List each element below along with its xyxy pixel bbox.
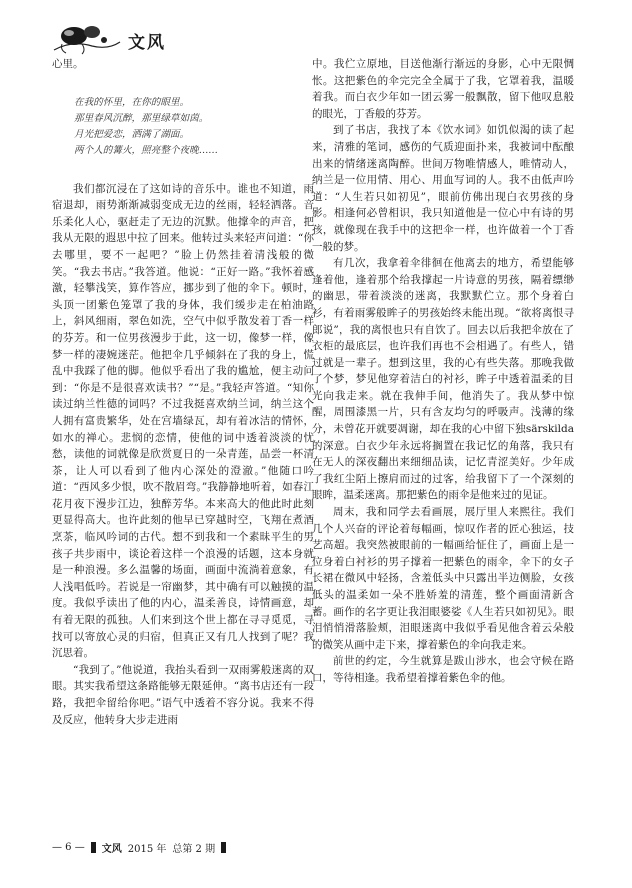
footer-mark: [91, 842, 96, 853]
poem-line: 两个人的篝火，照亮整个夜晚……: [74, 144, 218, 156]
body-paragraph: 到了书店，我找了本《饮水词》如饥似渴的读了起来，清雅的笔词，感伤的气质迎面扑来，我被词中酝酿出来的情绪迷离陶醉。世间万物唯情感人，唯情动人，纳兰是一位用情、用心、用血写词的人。我不由低声吟道：“人生若只如初见”，眼前仿佛出现白衣男孩的身影。相逢何必曾相识，我只知道他是一位心中有诗的男孩，就像现在我手中的这把伞一样，也许做着一个丁香一般的梦。: [312, 124, 574, 253]
page-header: [52, 14, 252, 60]
body-paragraph: 我们都沉浸在了这如诗的音乐中。谁也不知道，雨宿退却，雨势渐渐减弱变成无边的丝雨，轻轻洒落。音乐柔化人心，驱赶走了无边的沉默。他撑伞的声音，把我从无限的遐思中拉了回来。他转过头来轻声问道：“你去哪里，要不一起吧？”脸上仍然挂着清浅般的微笑。“我去书店。”我答道。他说：“正好一路。”我怀着感激，轻攀浅笑，算作答应，挪步到了他的伞下。顿时，头顶一团紫色笼罩了我的身体，我们缓步走在柏油路上，斜风细雨，翠色如洗，空气中似乎散发着丁香一样的芬芳。和一位男孩漫步于此，这一切，像梦一样，像梦一样的凄婉迷茫。他把伞几乎倾斜在了我的身上，慌乱中我踩了他的脚。他似乎看出了我的尴尬，便主动问到：“你是不是很喜欢读书？”“是。”我轻声答道。“知你读过纳兰性德的词吗？不过我挺喜欢纳兰词，纳兰这个人拥有富贵繁华，处在宫墙绿瓦，却有着冰洁的情怀，如水的禅心。悲悯的恋情，使他的词中透着淡淡的忧愁，读他的词就像是欣赏夏日的一朵青莲，品尝一杯清茶，让人可以看到了他内心深处的澄澈。”他随口吟道：“西风多少恨，吹不散眉弯。”我静静地听着，如春江花月夜下漫步江边，独醉芳华。本来高大的他此时此刻更显得高大。也许此刻的他早已穿越时空，飞翔在煮酒烹茶，临风吟词的古代。想不到我和一个素昧平生的男孩子共步雨中，谈论着这样一个浪漫的话题，这本身就是一种浪漫。多么温馨的场面，画面中流淌着意象，有人浅唱低吟。若说是一帘幽梦，其中确有可以触摸的温度。我似乎读出了他的内心，温柔善良，诗情画意，却有着无限的孤独。人们来到这个世上都在寻寻觅觅，寻找可以寄放心灵的归宿，但真正又有几人找到了呢？我沉思着。: [52, 182, 314, 660]
lead-text: 心里。: [52, 58, 84, 70]
right-column: [312, 56, 574, 687]
page-number: — 6 —: [52, 842, 85, 853]
body-paragraph: 有几次，我拿着伞徘徊在他离去的地方，希望能够逢着他，逢着那个给我撑起一片诗意的男孩，隔着缥缈的幽思，带着淡淡的迷离，我默默伫立。那个身着白衫，有着雨雾般眸子的男孩始终未能出现。“欲将离恨寻郎说”，我的离恨也只有自饮了。回去以后我把伞放在了衣柜的最底层，也许我们再也不会相遇了。有些人，错过就是一辈子。想到这里，我的心有些失落。那晚我做了个梦，梦见他穿着洁白的衬衫，眸子中透着温柔的目光向我走来。就在我伸手间，他消失了。我从梦中惊醒，周围漆黑一片，只有含友均匀的呼吸声。浅薄的缘分，未曾花开就要凋谢，却在我的心中留下独särskilda的深意。白衣少年永远将搁置在我记忆的角落，我只有在无人的深夜翻出来细细品读，记忆青涩美好。少年成了我红尘陌上擦肩而过的过客，给我留下了一个深刻的眼眸，温柔迷离。那把紫色的雨伞是他来过的见证。: [312, 257, 574, 502]
poem-line: 那里春风沉醉，那里绿草如茵。: [74, 112, 209, 124]
body-paragraph: 中。我伫立原地，目送他渐行渐远的身影，心中无限惆怅。这把紫色的伞完完全全属于了我，它罩着我，温暖着我。而白衣少年如一团云雾一般飘散，留下他叹息般的眼光，丁香般的芬芳。: [312, 58, 574, 120]
footer-mark: [221, 842, 226, 853]
body-paragraph: 前世的约定，今生就算是跋山涉水，也会守候在路口，等待相逢。我希望着撑着紫色伞的他。: [312, 655, 574, 684]
footer-year: 2015 年: [127, 844, 167, 855]
footer-issue: 总第 2 期: [172, 844, 216, 855]
poem-block: [52, 95, 314, 159]
magazine-title: 文风: [128, 33, 166, 53]
ink-flower-logo-icon: [52, 20, 122, 56]
poem-line: 月光把爱恋，洒满了湖面。: [74, 128, 190, 140]
footer-magazine: 文风: [101, 844, 122, 855]
poem-line: 在我的怀里，在你的眼里。: [74, 96, 190, 108]
body-paragraph: 周末，我和同学去看画展，展厅里人来熙往。我们几个人兴奋的评论着每幅画，惊叹作者的匠心独运，技艺高超。我突然被眼前的一幅画给怔住了，画面上是一位身着白衬衫的男子撑着一把紫色的雨伞，伞下的女子长裙在微风中轻扬，含羞低头中只露出半边侧脸，女孩低头的温柔如一朵不胜娇羞的清莲，整个画面清新含蓄。画作的名字更让我泪眼婆娑《人生若只如初见》。眼泪悄悄滑落脸颊，泪眼迷离中我似乎看见他含着云朵般的微笑从画中走下来，撑着紫色的伞向我走来。: [312, 506, 574, 651]
body-paragraph: “我到了。”他说道，我抬头看到一双雨雾般迷离的双眼。其实我希望这条路能够无限延伸。“离书店还有一段路，我把伞留给你吧。”语气中透着不容分说。我来不得及反应，他转身大步走进雨: [52, 663, 314, 726]
left-column: [52, 56, 314, 728]
page-footer: [52, 840, 226, 855]
